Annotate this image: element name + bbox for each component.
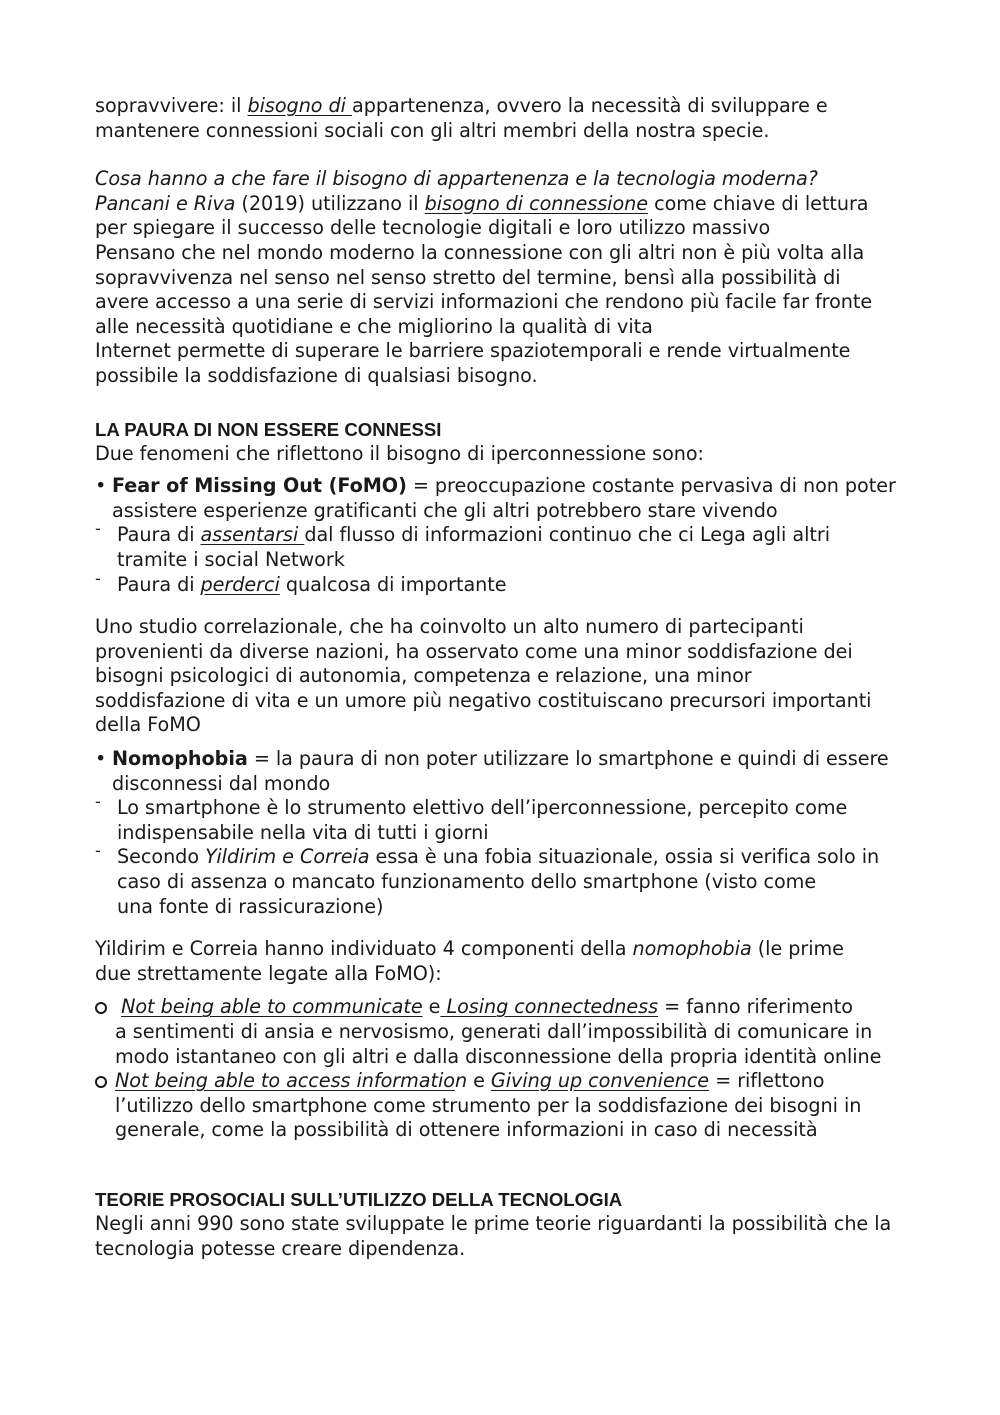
component-item: [95, 995, 910, 1069]
bullet-dot: •: [95, 474, 107, 498]
fomo-sub1-start: Paura di: [117, 523, 201, 547]
intro-underlined-term: bisogno di: [247, 94, 353, 117]
question-line2-end: come chiave di lettura: [648, 191, 869, 215]
fomo-sub1-end: dal flusso di informazioni continuo che ci Lega agli altri: [304, 523, 830, 547]
fomo-term: Fear of Missing Out (FoMO): [112, 474, 407, 498]
nomophobia-sub1-line1: Lo smartphone è lo strumento elettivo dell’iperconnessione, percepito come: [117, 796, 848, 820]
nomophobia-sub-item: [95, 841, 910, 919]
section-heading-prosocial-theories: TEORIE PROSOCIALI SULL’UTILIZZO DELLA TECNOLOGIA: [95, 1188, 623, 1210]
intro-line1-start: sopravvivere: il: [95, 94, 248, 117]
nomophobia-sub2-authors: Yildirim e Correia: [205, 845, 370, 869]
components-paragraph: [95, 937, 910, 986]
component-c1-line3: modo istantaneo con gli altri e dalla disconnessione della propria identità online: [115, 1044, 882, 1068]
intro-paragraph: [95, 94, 910, 143]
fomo-sub2-end: qualcosa di importante: [279, 572, 507, 596]
component-access-information: Not being able to access informatio: [115, 1069, 455, 1093]
nomophobia-definition-line2: disconnessi dal mondo: [112, 771, 331, 795]
question-line9: possibile la soddisfazione di qualsiasi bisogno.: [95, 363, 538, 387]
fomo-sub2-start: Paura di: [117, 572, 201, 596]
circle-bullet-icon: [95, 1076, 107, 1088]
component-c2-end: = riflettono: [709, 1069, 825, 1093]
dash-mark: -: [95, 792, 101, 812]
fomo-list: [95, 474, 910, 597]
study-line: Uno studio correlazionale, che ha coinvolto un alto numero di partecipanti: [95, 615, 804, 639]
dash-mark: -: [95, 841, 101, 861]
nomophobia-bullet-item: [95, 747, 910, 796]
nomophobia-sub-item: [95, 792, 910, 845]
section2-line1: Negli anni 990 sono state sviluppate le prime teorie riguardanti la possibilità che la: [95, 1211, 892, 1235]
dash-mark: -: [95, 568, 101, 588]
fomo-sub-item: [95, 568, 910, 598]
question-line5: sopravvivenza nel senso nel senso stretto del termine, bensì alla possibilità di: [95, 265, 841, 289]
nomophobia-definition: = la paura di non poter utilizzare lo smartphone e quindi di essere: [247, 747, 889, 771]
fomo-definition: = preoccupazione costante pervasiva di non poter: [406, 474, 896, 498]
component-convenience: Giving up convenience: [490, 1069, 710, 1093]
components-line2: due strettamente legate alla FoMO):: [95, 961, 442, 985]
circle-bullet-icon: [95, 1002, 107, 1014]
fomo-sub1-line2: tramite i social Network: [117, 547, 345, 571]
study-paragraph: [95, 615, 910, 738]
question-line6: avere accesso a una serie di servizi informazioni che rendono più facile far fronte: [95, 290, 873, 314]
component-c1-end: = fanno riferimento: [658, 995, 853, 1019]
nomophobia-list: [95, 747, 910, 919]
intro-line1-end: appartenenza, ovvero la necessità di sviluppare e: [352, 94, 828, 117]
authors-year: (2019) utilizzano il: [235, 191, 425, 215]
components-line1-end: (le prime: [751, 937, 844, 961]
study-line: bisogni psicologici di autonomia, competenza e relazione, una minor: [95, 664, 752, 688]
component-and: e: [467, 1069, 491, 1093]
fomo-sub2-term: perderci: [200, 572, 280, 596]
study-line: della FoMO: [95, 713, 201, 737]
nomophobia-sub2-end: essa è una fobia situazionale, ossia si verifica solo in: [369, 845, 880, 869]
components-line1-start: Yildirim e Correia hanno individuato 4 componenti della: [95, 937, 633, 961]
nomophobia-sub2-line2: caso di assenza o mancato funzionamento dello smartphone (visto come: [117, 870, 817, 894]
nomophobia-sub2-line3: una fonte di rassicurazione): [117, 894, 384, 918]
fomo-bullet-item: [95, 474, 910, 523]
fomo-sub-item: [95, 519, 910, 572]
question-line8: Internet permette di superare le barriere spaziotemporali e rende virtualmente: [95, 339, 851, 363]
section-heading-connection-fear: LA PAURA DI NON ESSERE CONNESSI: [95, 418, 442, 440]
section2-paragraph: [95, 1212, 910, 1261]
question-line4: Pensano che nel mondo moderno la connessione con gli altri non è più volta alla: [95, 240, 865, 264]
component-item: [95, 1069, 910, 1143]
section1-intro: Due fenomeni che riflettono il bisogno di iperconnessione sono:: [95, 441, 704, 465]
intro-line2: mantenere connessioni sociali con gli altri membri della nostra specie.: [95, 118, 770, 142]
fomo-sub1-term: assentarsi: [200, 523, 305, 547]
dash-mark: -: [95, 519, 101, 539]
component-communicate: Not being able to communicate: [121, 995, 423, 1019]
component-c1-line2: a sentimenti di ansia e nervosismo, generati dall’impossibilità di comunicare in: [115, 1020, 873, 1043]
question-line: Cosa hanno a che fare il bisogno di appartenenza e la tecnologia moderna?: [95, 167, 818, 191]
component-and: e: [422, 995, 441, 1019]
nomophobia-sub1-line2: indispensabile nella vita di tutti i giorni: [117, 820, 489, 844]
authors-name: Pancani e Riva: [95, 191, 236, 215]
connection-need-term: bisogno di connessione: [424, 191, 649, 215]
nomophobia-term: Nomophobia: [112, 747, 248, 771]
question-line3: per spiegare il successo delle tecnologie digitali e loro utilizzo massivo: [95, 216, 771, 240]
components-term: nomophobia: [632, 937, 752, 961]
component-connectedness: Losing connectedness: [440, 995, 659, 1019]
question-paragraph: [95, 167, 910, 388]
components-list: [95, 995, 910, 1143]
fomo-definition-line2: assistere esperienze gratificanti che gli altri potrebbero stare vivendo: [112, 498, 778, 522]
section2-line2: tecnologia potesse creare dipendenza.: [95, 1236, 466, 1260]
study-line: provenienti da diverse nazioni, ha osservato come una minor soddisfazione dei: [95, 639, 853, 663]
nomophobia-sub2-start: Secondo: [117, 845, 206, 869]
component-c2-line2: l’utilizzo dello smartphone come strumento per la soddisfazione dei bisogni in: [115, 1093, 862, 1117]
component-access-n: n: [454, 1069, 468, 1093]
study-line: soddisfazione di vita e un umore più negativo costituiscano precursori importanti: [95, 688, 872, 712]
question-line7: alle necessità quotidiane e che migliorino la qualità di vita: [95, 314, 653, 338]
component-c2-line3: generale, come la possibilità di ottenere informazioni in caso di necessità: [115, 1118, 818, 1142]
bullet-dot: •: [95, 747, 107, 771]
